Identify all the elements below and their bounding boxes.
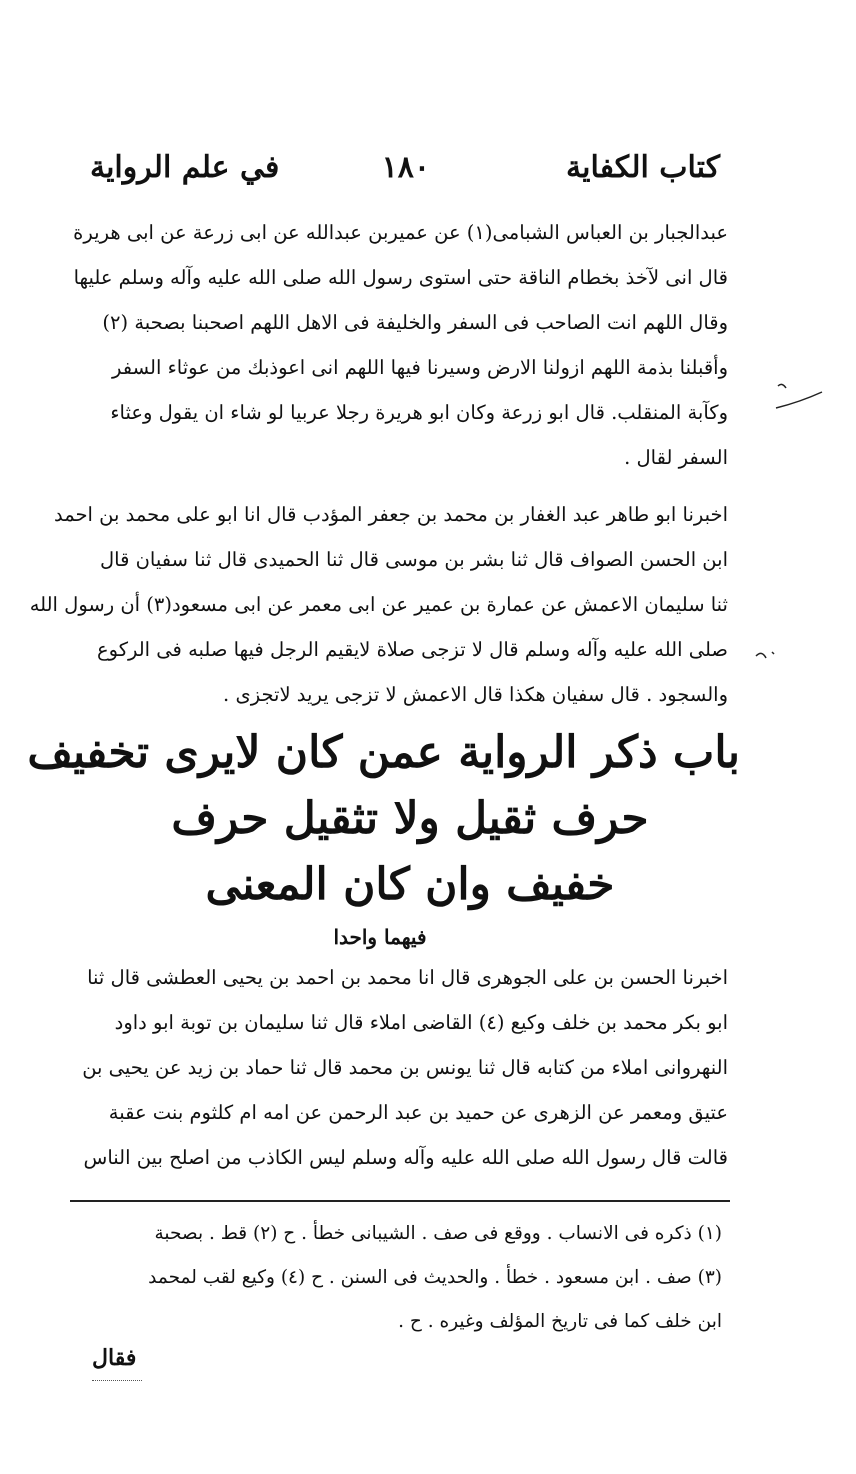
chapter-subline: فيهما واحدا	[333, 925, 427, 949]
paragraph-1	[73, 210, 728, 480]
text-line: النهروانى املاء من كتابه قال ثنا يونس بن محمد قال ثنا حماد بن زيد عن يحيى بن	[82, 1056, 728, 1079]
text-line: قال انى لآخذ بخطام الناقة حتى استوى رسول الله صلى الله عليه وآله وسلم عليها	[73, 266, 728, 289]
footnote-line: (١) ذكره فى الانساب . ووقع فى صف . الشيبانى خطأ . ح (٢) قط . بصحبة	[154, 1223, 722, 1244]
margin-pen-mark	[770, 372, 830, 412]
dotted-mark	[92, 1380, 142, 1381]
chapter-heading	[27, 720, 740, 918]
text-line: ابو بكر محمد بن خلف وكيع (٤) القاضى املاء قال ثنا سليمان بن توبة ابو داود	[114, 1011, 728, 1034]
footnote-line: (٣) صف . ابن مسعود . خطأ . والحديث فى السنن . ح (٤) وكيع لقب لمحمد	[148, 1267, 722, 1288]
chapter-heading-line: باب ذكر الرواية عمن كان لايرى تخفيف	[27, 727, 740, 778]
book-title: كتاب الكفاية	[566, 150, 720, 185]
catchword: فقال	[92, 1345, 137, 1371]
running-header	[90, 150, 720, 200]
paragraph-3	[78, 955, 728, 1180]
chapter-heading-line: خفيف وان كان المعنى	[205, 859, 615, 910]
text-line: ثنا سليمان الاعمش عن عمارة بن عمير عن ابى معمر عن ابى مسعود(٣) أن رسول الله	[29, 593, 728, 616]
footnotes	[70, 1212, 722, 1344]
footnote-line: ابن خلف كما فى تاريخ المؤلف وغيره . ح .	[398, 1311, 722, 1332]
paragraph-2	[29, 492, 728, 717]
text-line: السفر لقال .	[624, 446, 728, 469]
text-line: صلى الله عليه وآله وسلم قال لا تزجى صلاة لايقيم الرجل فيها صلبه فى الركوع	[96, 638, 728, 661]
page-number: ١٨٠	[381, 150, 430, 185]
footnote-divider	[70, 1200, 730, 1202]
text-line: عتيق ومعمر عن الزهرى عن حميد بن عبد الرحمن عن امه ام كلثوم بنت عقبة	[108, 1101, 728, 1124]
text-line: والسجود . قال سفيان هكذا قال الاعمش لا تزجى يريد لاتجزى .	[223, 683, 728, 706]
text-line: اخبرنا الحسن بن على الجوهرى قال انا محمد بن احمد بن يحيى العطشى قال ثنا	[87, 966, 728, 989]
text-line: وقال اللهم انت الصاحب فى السفر والخليفة فى الاهل اللهم اصحبنا بصحبة (٢)	[102, 311, 728, 334]
text-line: وأقبلنا بذمة اللهم ازولنا الارض وسيرنا فيها اللهم انى اعوذبك من عوثاء السفر	[112, 356, 728, 379]
margin-pen-mark	[752, 640, 782, 670]
text-line: قالت قال رسول الله صلى الله عليه وآله وسلم ليس الكاذب من اصلح بين الناس	[83, 1146, 728, 1169]
chapter-heading-line: حرف ثقيل ولا تثقيل حرف	[171, 793, 649, 844]
text-line: عبدالجبار بن العباس الشبامى(١) عن عميربن عبدالله عن ابى زرعة عن ابى هريرة	[73, 221, 728, 244]
text-line: وكآبة المنقلب. قال ابو زرعة وكان ابو هريرة رجلا عربيا لو شاء ان يقول وعثاء	[110, 401, 728, 424]
text-line: ابن الحسن الصواف قال ثنا بشر بن موسى قال ثنا الحميدى قال ثنا سفيان قال	[99, 548, 728, 571]
text-line: اخبرنا ابو طاهر عبد الغفار بن محمد بن جعفر المؤدب قال انا ابو على محمد بن احمد	[53, 503, 728, 526]
book-subtitle: في علم الرواية	[90, 150, 280, 185]
